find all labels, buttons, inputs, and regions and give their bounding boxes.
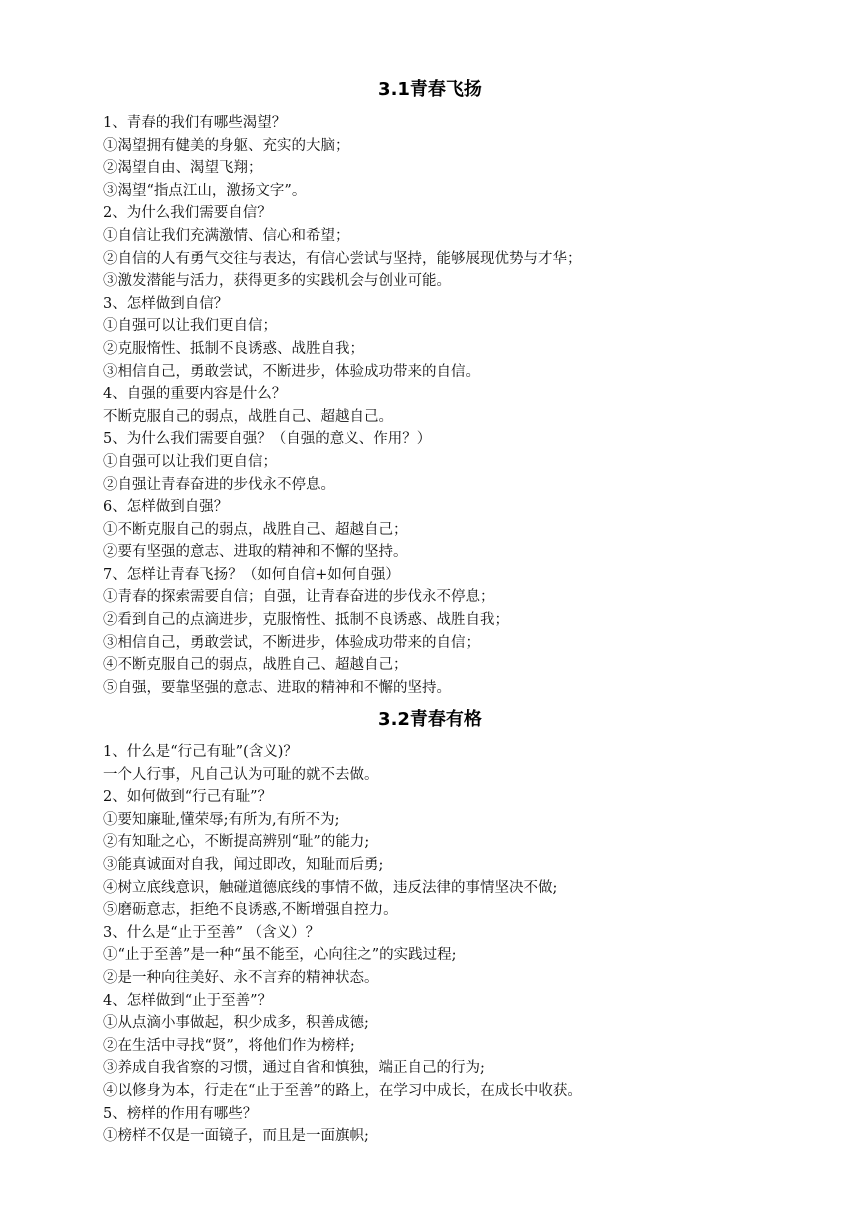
text-line: ②是一种向往美好、永不言弃的精神状态。	[103, 969, 379, 986]
section-body	[103, 741, 803, 1148]
text-line: ①自信让我们充满激情、信心和希望；	[103, 227, 350, 244]
text-line: 4、自强的重要内容是什么？	[103, 386, 287, 403]
text-line: 1、什么是“行己有耻”(含义)？	[103, 744, 298, 760]
text-line: ②渴望自由、渴望飞翔；	[103, 160, 263, 177]
text-line: ③相信自己，勇敢尝试，不断进步，体验成功带来的自信；	[103, 634, 480, 651]
text-line: 3、什么是“止于至善” （含义）？	[103, 924, 321, 941]
text-line: 不断克服自己的弱点，战胜自己、超越自己。	[103, 408, 393, 425]
text-line: ②自强让青春奋进的步伐永不停息。	[103, 476, 335, 493]
text-line: ①渴望拥有健美的身躯、充实的大脑；	[103, 137, 350, 154]
text-line: ④不断克服自己的弱点，战胜自己、超越自己；	[103, 657, 408, 674]
text-line: ①自强可以让我们更自信；	[103, 318, 277, 335]
text-line: ①“止于至善”是一种“虽不能至，心向往之”的实践过程;	[103, 947, 457, 964]
text-line: 4、怎样做到“止于至善”？	[103, 992, 273, 1009]
text-line: 5、为什么我们需要自强？（自强的意义、作用？）	[103, 431, 432, 448]
text-line: ③能真诚面对自我，闻过即改，知耻而后勇;	[103, 856, 384, 873]
text-line: 7、怎样让青春飞扬？（如何自信+如何自强）	[103, 566, 400, 583]
text-line: ①要知廉耻,懂荣辱;有所为,有所不为;	[103, 811, 340, 828]
text-line: ①不断克服自己的弱点，战胜自己、超越自己；	[103, 521, 408, 538]
text-line: 6、怎样做到自强？	[103, 499, 229, 516]
text-line: ⑤磨砺意志，拒绝不良诱惑,不断增强自控力。	[103, 902, 398, 919]
text-line: ④以修身为本，行走在“止于至善”的路上，在学习中成长，在成长中收获。	[103, 1082, 582, 1099]
text-line: 2、为什么我们需要自信？	[103, 205, 272, 222]
section-title: 3.2青春有格	[378, 709, 482, 730]
text-line: 5、榜样的作用有哪些？	[103, 1105, 258, 1122]
text-line: ①青春的探索需要自信；自强，让青春奋进的步伐永不停息；	[103, 589, 495, 606]
text-line: ③渴望“指点江山，激扬文字”。	[103, 182, 307, 199]
text-line: 2、如何做到“行己有耻”？	[103, 789, 273, 806]
text-line: 3、怎样做到自信？	[103, 295, 229, 312]
text-line: ④树立底线意识，触碰道德底线的事情不做，违反法律的事情坚决不做;	[103, 879, 558, 896]
text-line: ②有知耻之心，不断提高辨别“耻”的能力;	[103, 834, 370, 851]
text-line: ②要有坚强的意志、进取的精神和不懈的坚持。	[103, 544, 408, 561]
text-line: 一个人行事，凡自己认为可耻的就不去做。	[103, 766, 379, 783]
text-line: ②克服惰性、抵制不良诱惑、战胜自我；	[103, 340, 364, 357]
text-line: ②看到自己的点滴进步，克服惰性、抵制不良诱惑、战胜自我；	[103, 612, 509, 629]
text-line: ②自信的人有勇气交往与表达，有信心尝试与坚持，能够展现优势与才华；	[103, 250, 582, 267]
text-line: 1、青春的我们有哪些渴望？	[103, 115, 287, 131]
section-body	[103, 112, 803, 699]
text-line: ②在生活中寻找“贤”，将他们作为榜样;	[103, 1037, 355, 1054]
text-line: ①从点滴小事做起，积少成多，积善成德;	[103, 1015, 369, 1032]
section-title: 3.1青春飞扬	[378, 79, 482, 100]
text-line: ③养成自我省察的习惯，通过自省和慎独，端正自己的行为;	[103, 1060, 485, 1077]
text-line: ①自强可以让我们更自信；	[103, 453, 277, 470]
text-line: ③相信自己，勇敢尝试，不断进步，体验成功带来的自信。	[103, 363, 480, 380]
text-line: ⑤自强，要靠坚强的意志、进取的精神和不懈的坚持。	[103, 679, 451, 696]
text-line: ①榜样不仅是一面镜子，而且是一面旗帜;	[103, 1128, 369, 1145]
text-line: ③激发潜能与活力，获得更多的实践机会与创业可能。	[103, 273, 451, 290]
